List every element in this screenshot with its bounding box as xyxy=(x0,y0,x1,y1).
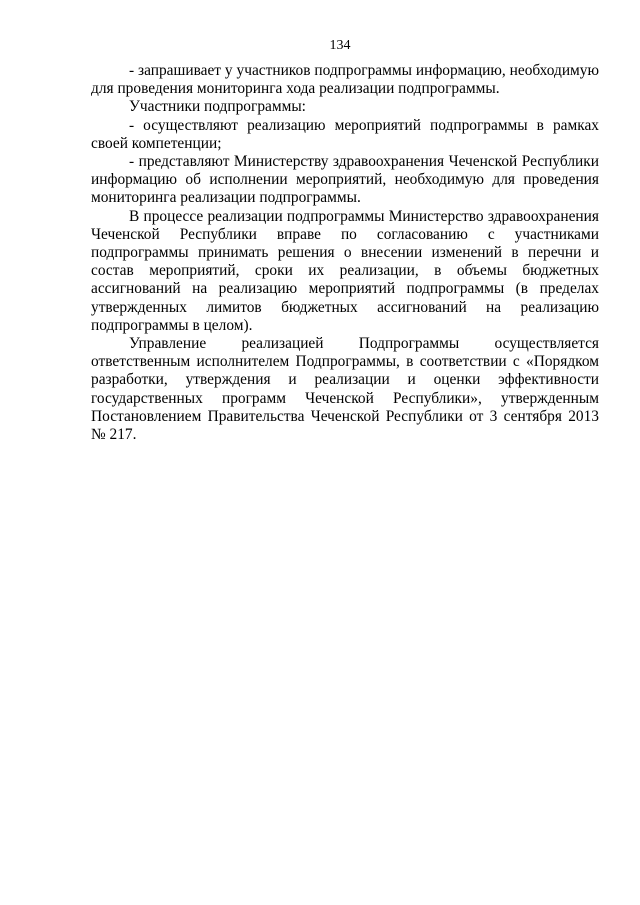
paragraph-request-info: - запрашивает у участников подпрограммы информацию, необходимую для проведения мониторинга хода реализации подпрограммы. xyxy=(91,62,599,98)
document-body xyxy=(91,62,599,444)
paragraph-participants-heading: Участники подпрограммы: xyxy=(129,98,306,116)
paragraph-participants-implement: - осуществляют реализацию мероприятий подпрограммы в рамках своей компетенции; xyxy=(91,116,599,152)
paragraph-ministry-rights: В процессе реализации подпрограммы Министерство здравоохранения Чеченской Республики вправе по согласованию с участниками подпрограммы принимать решения о внесении изменений в перечни и состав мероприятий, сроки их реализации, в объемы бюджетных ассигнований на реализацию мероприятий подпрограммы (в пределах утвержденных лимитов бюджетных ассигнований на реализацию подпрограммы в целом). xyxy=(91,207,599,334)
paragraph-participants-report: - представляют Министерству здравоохранения Чеченской Республики информацию об исполнении мероприятий, необходимую для проведения мониторинга реализации подпрограммы. xyxy=(91,153,599,207)
paragraph-management: Управление реализацией Подпрограммы осуществляется ответственным исполнителем Подпрограммы, в соответствии с «Порядком разработки, утверждения и реализации и оценки эффективности государственных программ Чеченской Республики», утвержденным Постановлением Правительства Чеченской Республики от 3 сентября 2013 № 217. xyxy=(91,335,599,444)
page-number: 134 xyxy=(329,38,351,53)
